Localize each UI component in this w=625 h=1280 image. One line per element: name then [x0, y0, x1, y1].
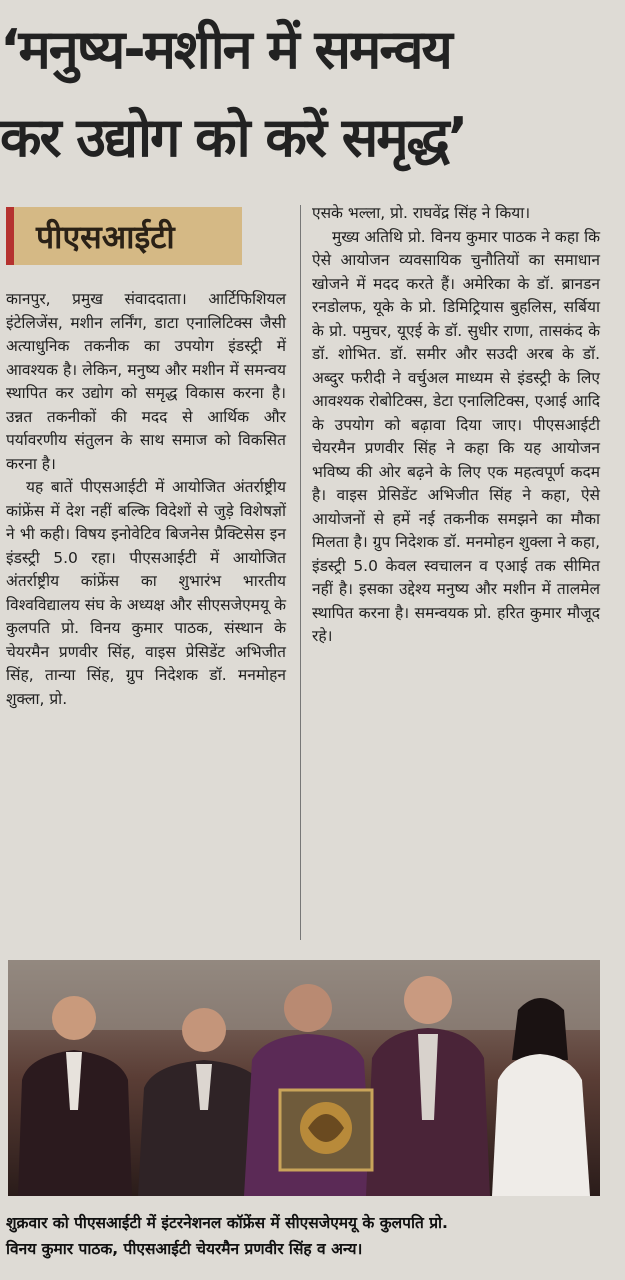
- column-divider: [300, 205, 301, 940]
- photo-illustration: [8, 960, 600, 1196]
- right-column: [312, 202, 600, 649]
- caption-line-1: शुक्रवार को पीएसआईटी में इंटरनेशनल कॉफ्रेंस में सीएसजेएमयू के कुलपति प्रो.: [6, 1214, 448, 1232]
- caption-line-2: विनय कुमार पाठक, पीएसआईटी चेयरमैन प्रणवीर सिंह व अन्य।: [6, 1240, 363, 1258]
- paragraph: मुख्य अतिथि प्रो. विनय कुमार पाठक ने कहा कि ऐसे आयोजन व्यवसायिक चुनौतियों का समाधान खोजने में मदद करते हैं। अमेरिका के डॉ. ब्रानडन रनडोलफ, यूके के प्रो. डिमिट्रियास बुहलिस, सर्बिया के प्रो. पमुचर, यूएई के डॉ. सुधीर राणा, तासकंद के डॉ. शोभित. डॉ. समीर और सउदी अरब के डॉ. अब्दुर फरीदी ने वर्चुअल माध्यम से इंडस्ट्री के लिए आवश्यक रोबोटिक्स, डेटा एनालिटिक्स, एआई आदि के उपयोग को बढ़ावा दिया जाए। पीएसआईटी चेयरमैन प्रणवीर सिंह ने कहा कि यह आयोजन भविष्य की ओर बढ़ने के लिए एक महत्वपूर्ण कदम है। वाइस प्रेसिडेंट अभिजीत सिंह ने कहा, ऐसे आयोजनों से हमें नई तकनीक समझने का मौका मिलता है। ग्रुप निदेशक डॉ. मनमोहन शुक्ला ने कहा, इंडस्ट्री 5.0 केवल स्वचालन व एआई तक सीमित नहीं है। इसका उद्देश्य मनुष्य और मशीन में तालमेल स्थापित करना है। समन्वयक प्रो. हरित कुमार मौजूद रहे।: [312, 227, 600, 645]
- paragraph: कानपुर, प्रमुख संवाददाता। आर्टिफिशियल इंटेलिजेंस, मशीन लर्निंग, डाटा एनालिटिक्स जैसी अत्याधुनिक तकनीक का उपयोग इंडस्ट्री में आवश्यक है। लेकिन, मनुष्य और मशीन में समन्वय स्थापित कर उद्योग को समृद्ध विकास करना है। उन्नत तकनीकों की मदद से आर्थिक और पर्यावरणीय संतुलन के साथ समाज को विकसित करना है।: [6, 290, 286, 473]
- news-photo: [8, 960, 600, 1196]
- section-tag: [6, 207, 242, 265]
- paragraph: एसके भल्ला, प्रो. राघवेंद्र सिंह ने किया।: [312, 204, 531, 222]
- headline-line-2: कर उद्योग को करें समृद्ध’: [0, 106, 467, 169]
- paragraph: यह बातें पीएसआईटी में आयोजित अंतर्राष्ट्रीय कांफ्रेंस में देश नहीं बल्कि विदेशों से जुड़े विशेषज्ञों ने भी कही। विषय इनोवेटिव बिजनेस प्रैक्टिसेस इन इंडस्ट्री 5.0 रहा। पीएसआईटी में आयोजित अंतर्राष्ट्रीय कांफ्रेंस का शुभारंभ भारतीय विश्वविद्यालय संघ के अध्यक्ष और सीएसजेएमयू के कुलपति प्रो. विनय कुमार पाठक, संस्थान के चेयरमैन प्रणवीर सिंह, वाइस प्रेसिडेंट अभिजीत सिंह, तान्या सिंह, ग्रुप निदेशक डॉ. मनमोहन शुक्ला, प्रो.: [6, 478, 286, 708]
- section-tag-label: पीएसआईटी: [36, 218, 175, 256]
- photo-caption: [6, 1210, 616, 1262]
- left-column: [6, 288, 286, 711]
- headline-line-1: ‘मनुष्य-मशीन में समन्वय: [0, 18, 451, 81]
